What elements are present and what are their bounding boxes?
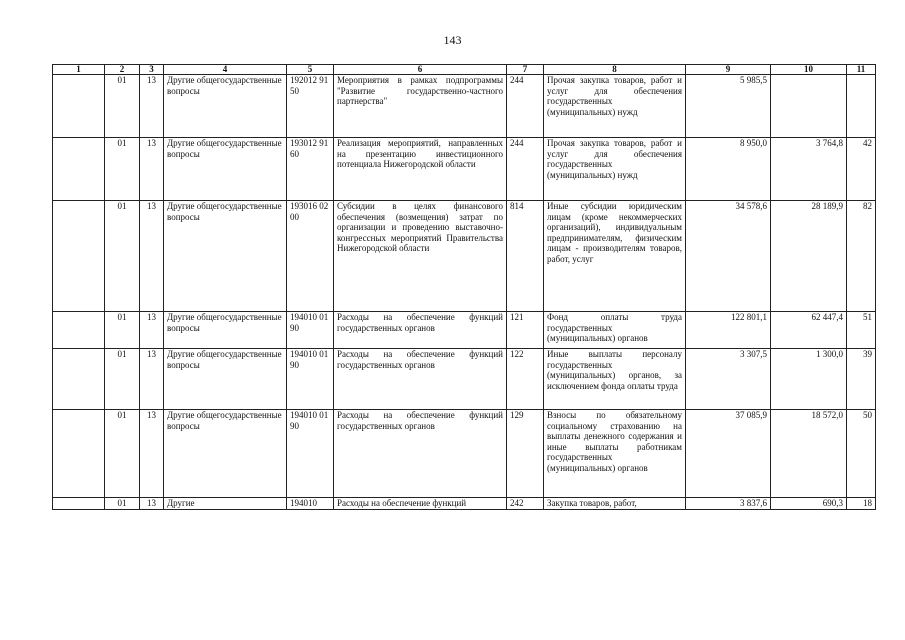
cell-percent: 42 [847, 138, 876, 201]
cell-section-name: Другие [164, 498, 287, 510]
cell-section-name: Другие общегосударственные вопросы [164, 312, 287, 349]
cell-subsection: 13 [140, 498, 164, 510]
table-row [53, 410, 876, 498]
header-cell: 3 [140, 65, 164, 75]
header-cell: 8 [544, 65, 686, 75]
cell-target-code: 193012 9160 [287, 138, 334, 201]
cell-section: 01 [105, 410, 140, 498]
cell-target-name: Реализация мероприятий, направленных на презентацию инвестиционного потенциала Нижегородской области [334, 138, 507, 201]
cell-actual: 62 447,4 [771, 312, 847, 349]
cell-actual: 18 572,0 [771, 410, 847, 498]
header-cell: 2 [105, 65, 140, 75]
table-row [53, 201, 876, 312]
cell-section: 01 [105, 498, 140, 510]
cell-expense-code: 122 [507, 349, 544, 410]
cell-percent: 82 [847, 201, 876, 312]
cell-target-name: Расходы на обеспечение функций [334, 498, 507, 510]
cell-expense-name: Фонд оплаты труда государственных (муниципальных) органов [544, 312, 686, 349]
cell-plan: 8 950,0 [686, 138, 771, 201]
cell-col1 [53, 138, 105, 201]
header-row [53, 65, 876, 75]
cell-expense-name: Закупка товаров, работ, [544, 498, 686, 510]
cell-expense-name: Прочая закупка товаров, работ и услуг для обеспечения государственных (муниципальных) нужд [544, 138, 686, 201]
cell-expense-name: Иные выплаты персоналу государственных (муниципальных) органов, за исключением фонда оплаты труда [544, 349, 686, 410]
cell-actual: 3 764,8 [771, 138, 847, 201]
cell-section: 01 [105, 138, 140, 201]
cell-actual: 1 300,0 [771, 349, 847, 410]
cell-target-code: 192012 9150 [287, 75, 334, 138]
cell-actual [771, 75, 847, 138]
cell-col1 [53, 410, 105, 498]
cell-expense-code: 242 [507, 498, 544, 510]
cell-target-code: 194010 0190 [287, 410, 334, 498]
cell-percent: 18 [847, 498, 876, 510]
cell-percent: 39 [847, 349, 876, 410]
table-row [53, 349, 876, 410]
cell-section: 01 [105, 201, 140, 312]
cell-expense-code: 814 [507, 201, 544, 312]
cell-section-name: Другие общегосударственные вопросы [164, 410, 287, 498]
cell-plan: 122 801,1 [686, 312, 771, 349]
cell-expense-name: Прочая закупка товаров, работ и услуг для обеспечения государственных (муниципальных) нужд [544, 75, 686, 138]
cell-target-name: Субсидии в целях финансового обеспечения (возмещения) затрат по организации и проведению выставочно-конгрессных мероприятий Правительства Нижегородской области [334, 201, 507, 312]
header-cell: 6 [334, 65, 507, 75]
cell-col1 [53, 349, 105, 410]
cell-subsection: 13 [140, 312, 164, 349]
cell-col1 [53, 75, 105, 138]
cell-subsection: 13 [140, 75, 164, 138]
cell-plan: 3 307,5 [686, 349, 771, 410]
cell-actual: 690,3 [771, 498, 847, 510]
cell-expense-code: 244 [507, 138, 544, 201]
cell-target-code: 194010 0190 [287, 349, 334, 410]
cell-expense-code: 129 [507, 410, 544, 498]
cell-target-code: 194010 [287, 498, 334, 510]
cell-target-name: Расходы на обеспечение функций государственных органов [334, 349, 507, 410]
cell-section-name: Другие общегосударственные вопросы [164, 75, 287, 138]
table-row [53, 312, 876, 349]
cell-subsection: 13 [140, 349, 164, 410]
cell-target-code: 193016 0200 [287, 201, 334, 312]
cell-target-name: Мероприятия в рамках подпрограммы "Развитие государственно-частного партнерства" [334, 75, 507, 138]
cell-col1 [53, 201, 105, 312]
cell-target-code: 194010 0190 [287, 312, 334, 349]
cell-subsection: 13 [140, 410, 164, 498]
page-number: 143 [443, 33, 462, 47]
cell-section-name: Другие общегосударственные вопросы [164, 138, 287, 201]
cell-col1 [53, 498, 105, 510]
budget-table [52, 64, 876, 510]
cell-subsection: 13 [140, 201, 164, 312]
table-row [53, 498, 876, 510]
cell-section-name: Другие общегосударственные вопросы [164, 349, 287, 410]
cell-section-name: Другие общегосударственные вопросы [164, 201, 287, 312]
header-cell: 7 [507, 65, 544, 75]
header-cell: 11 [847, 65, 876, 75]
cell-percent [847, 75, 876, 138]
cell-plan: 37 085,9 [686, 410, 771, 498]
table-row [53, 75, 876, 138]
cell-expense-code: 244 [507, 75, 544, 138]
header-cell: 4 [164, 65, 287, 75]
cell-section: 01 [105, 75, 140, 138]
cell-target-name: Расходы на обеспечение функций государственных органов [334, 312, 507, 349]
cell-plan: 34 578,6 [686, 201, 771, 312]
cell-target-name: Расходы на обеспечение функций государственных органов [334, 410, 507, 498]
cell-expense-code: 121 [507, 312, 544, 349]
cell-expense-name: Иные субсидии юридическим лицам (кроме некоммерческих организаций), индивидуальным предпринимателям, физическим лицам - производителям товаров, работ, услуг [544, 201, 686, 312]
cell-col1 [53, 312, 105, 349]
cell-section: 01 [105, 349, 140, 410]
header-cell: 5 [287, 65, 334, 75]
cell-percent: 51 [847, 312, 876, 349]
cell-subsection: 13 [140, 138, 164, 201]
header-cell: 10 [771, 65, 847, 75]
header-cell: 9 [686, 65, 771, 75]
header-cell: 1 [53, 65, 105, 75]
cell-percent: 50 [847, 410, 876, 498]
cell-expense-name: Взносы по обязательному социальному страхованию на выплаты денежного содержания и иные выплаты работникам государственных (муниципальных) органов [544, 410, 686, 498]
cell-plan: 5 985,5 [686, 75, 771, 138]
cell-plan: 3 837,6 [686, 498, 771, 510]
table-row [53, 138, 876, 201]
cell-actual: 28 189,9 [771, 201, 847, 312]
cell-section: 01 [105, 312, 140, 349]
